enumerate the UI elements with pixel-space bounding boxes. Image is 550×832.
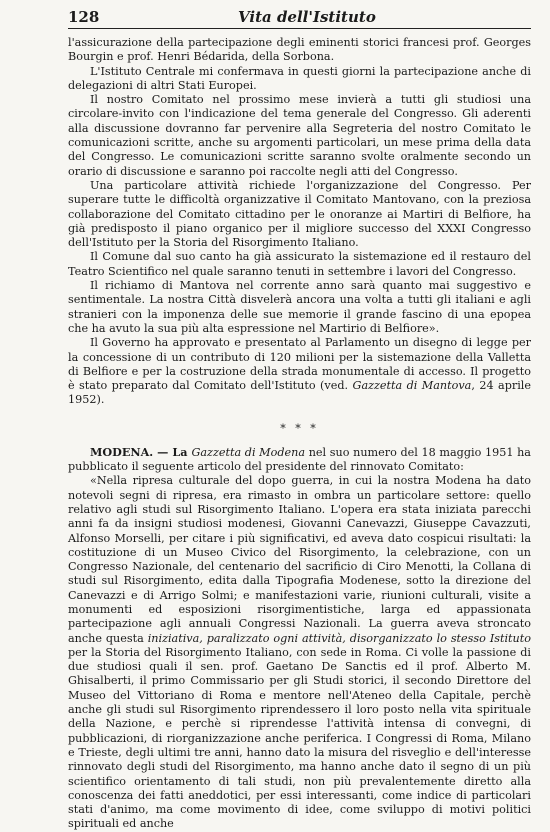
newspaper-title: Gazzetta di Modena (191, 445, 306, 459)
paragraph: Una particolare attività richiede l'organizzazione del Congresso. Per superare tutte le difficoltà organizzative il Comitato Mantovano, con la preziosa collaborazione del Comitato cittadino per le onoranze ai Martiri di Belfiore, ha già predisposto il piano organico per il migliore successo del XXXI Congresso dell'Istituto per la Storia del Risorgimento Italiano. (68, 178, 531, 250)
page-header (68, 6, 531, 29)
text-run: nel suo numero del 18 maggio 1951 ha pubblicato il seguente articolo del presidente del rinnovato Comitato: (68, 445, 531, 474)
page-number: 128 (68, 8, 100, 26)
running-title: Vita dell'Istituto (238, 8, 376, 26)
paragraph: l'assicurazione della partecipazione degli eminenti storici francesi prof. Georges Bourgin e prof. Henri Bédarida, della Sorbona. (68, 36, 531, 64)
text-run: , 24 aprile 1952). (68, 379, 531, 407)
paragraph: Il nostro Comitato nel prossimo mese invierà a tutti gli studiosi una circolare-invito con l'indicazione del tema generale del Congresso. Gli aderenti alla discussione dovranno far pervenire alla Segreteria del nostro Comitato le comunicazioni scritte, anche su argomenti particolari, un mese prima della data del Congresso. Le comunicazioni scritte saranno svolte oralmente secondo un orario di discussione e saranno poi raccolte negli atti del Congresso. (68, 93, 531, 178)
paragraph (68, 336, 531, 407)
italic-run: iniziativa, paralizzato ogni attività, disorganizzato lo stesso Istituto (147, 631, 531, 645)
paragraph: Il Comune dal suo canto ha già assicurato la sistemazione ed il restauro del Teatro Scientifico nel quale saranno tenuti in settembre i lavori del Congresso. (68, 250, 531, 278)
quoted-article (68, 474, 531, 831)
section-heading: MODENA. — La (90, 444, 192, 459)
text-run: Il Governo ha approvato e presentato al Parlamento un disegno di legge per la concessione di un contributo di 120 milioni per la sistemazione della Valletta di Belfiore e per la costruzione della strada monumentale di accesso. Il progetto è stato preparato dal Comitato dell'Istituto (ved. (68, 336, 531, 393)
text-run: per la Storia del Risorgimento Italiano, con sede in Roma. Ci volle la passione di due studiosi quali il sen. prof. Gaetano De Sanctis ed il prof. Alberto M. Ghisalberti, il primo Commissario per gli Studi storici, il secondo Direttore del Museo del Vittoriano di Roma e mentore nell'Ateneo della Capitale, perchè anche gli studi sul Risorgimento riprendessero il loro posto nella vita spirituale della Nazione, e perchè si riprendesse l'attività intensa di convegni, di pubblicazioni, di riorganizzazione anche periferica. I Congressi di Roma, Milano e Trieste, degli ultimi tre anni, hanno dato la misura del risveglio e dell'interesse rinnovato degli studi del Risorgimento, ma hanno anche dato il segno di un più scientifico orientamento di tali studi, non più prevalentemente diretto alla conoscenza dei fatti aneddotici, per essi interessanti, come indice di particolari stati d'animo, ma come movimento di idee, come sviluppo di motivi politici spirituali ed anche (68, 645, 531, 831)
paragraph: Il richiamo di Mantova nel corrente anno sarà quanto mai suggestivo e sentimentale. La nostra Città disvelerà ancora una volta a tutti gli italiani e agli stranieri con la imponenza delle sue memorie il grande fascino di una epopea che ha avuto la sua più alta espressione nel Martirio di Belfiore». (68, 279, 531, 335)
text-run: «Nella ripresa culturale del dopo guerra, in cui la nostra Modena ha dato notevoli segni di ripresa, era rimasto in ombra un particolare settore: quello relativo agli studi sul Risorgimento Italiano. L'opera era stata iniziata parecchi anni fa da insigni studiosi modenesi, Giovanni Canevazzi, Giuseppe Cavazzuti, Alfonso Morselli, per citare i più significativi, ed aveva dato cospicui risultati: la costituzione di un Museo Civico del Risorgimento, la celebrazione, con un Congresso Nazionale, del centenario del sacrificio di Ciro Menotti, la Collana di studi sul Risorgimento, edita dalla Tipografia Modenese, sotto la direzione del Canevazzi e di Arrigo Solmi; e manifestazioni varie, riunioni culturali, visite a monumenti ed esposizioni risorgimentistiche, larga ed appassionata partecipazione agli annuali Congressi Nazionali. La guerra aveva stroncato anche questa (68, 474, 531, 645)
article-body (68, 36, 531, 832)
section-separator: * * * (280, 421, 319, 435)
paragraph: L'Istituto Centrale mi confermava in questi giorni la partecipazione anche di delegazioni di altri Stati Europei. (68, 64, 531, 92)
source-citation: Gazzetta di Mantova (352, 379, 472, 393)
section-lead (68, 445, 531, 475)
